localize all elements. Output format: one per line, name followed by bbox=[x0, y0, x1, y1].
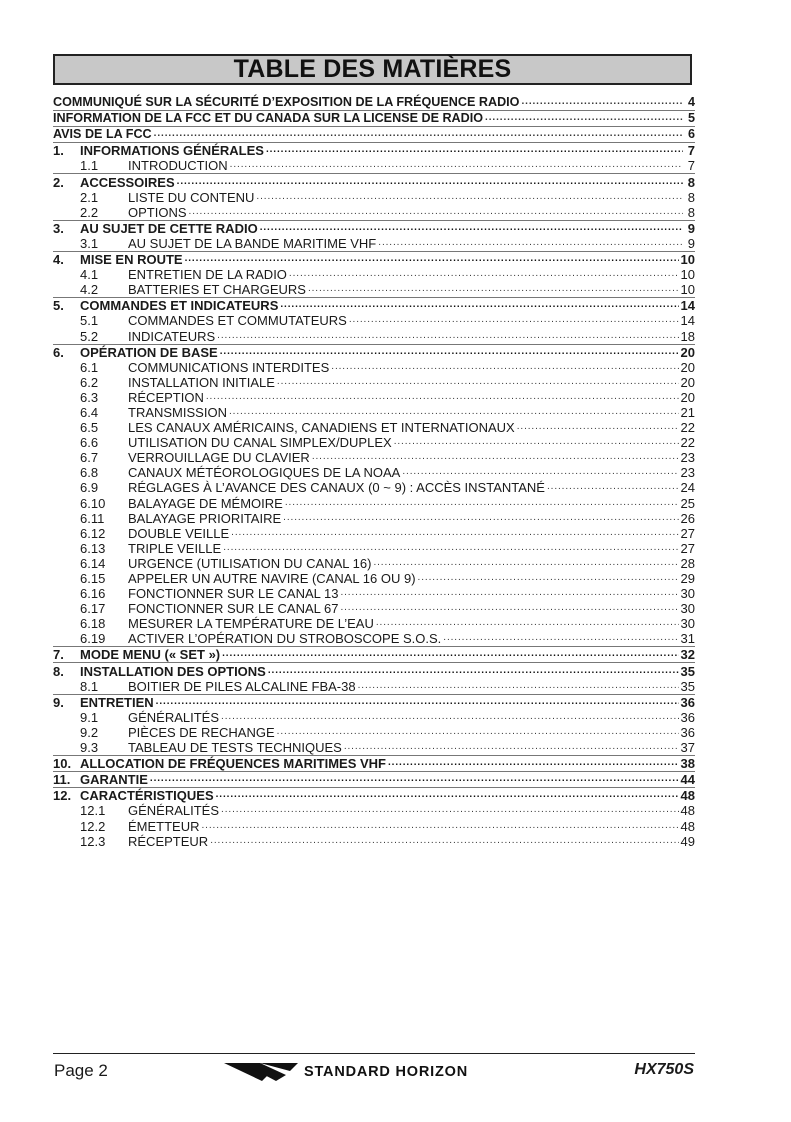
toc-entry-page: 7 bbox=[687, 143, 695, 159]
toc-entry-number: 3. bbox=[53, 220, 64, 236]
toc-leader-dots bbox=[443, 631, 678, 646]
toc-entry-label: DOUBLE VEILLE bbox=[128, 525, 230, 541]
toc-entry-label: TRANSMISSION bbox=[128, 404, 227, 420]
toc-entry[interactable] bbox=[53, 556, 695, 571]
toc-entry-page: 30 bbox=[680, 586, 695, 602]
toc-entry[interactable] bbox=[53, 390, 695, 405]
toc-entry-number: 7. bbox=[53, 647, 64, 663]
toc-entry[interactable] bbox=[53, 267, 695, 282]
toc-entry[interactable] bbox=[53, 190, 695, 205]
toc-entry[interactable] bbox=[53, 465, 695, 480]
toc-entry-number: 1.1 bbox=[80, 158, 99, 174]
toc-entry-page: 38 bbox=[680, 756, 695, 772]
toc-entry-page: 8 bbox=[687, 204, 695, 220]
toc-entry-page: 25 bbox=[680, 495, 695, 511]
toc-entry[interactable] bbox=[53, 495, 695, 510]
toc-entry-number: 6. bbox=[53, 344, 64, 360]
toc-entry-page: 10 bbox=[680, 267, 695, 283]
toc-entry-page: 22 bbox=[680, 435, 695, 451]
toc-leader-dots bbox=[277, 725, 679, 740]
toc-entry-number: 6.10 bbox=[80, 495, 106, 511]
toc-entry[interactable] bbox=[53, 616, 695, 631]
toc-entry-number: 6.5 bbox=[80, 420, 99, 436]
toc-leader-dots bbox=[185, 252, 679, 267]
toc-entry-label: FONCTIONNER SUR LE CANAL 67 bbox=[128, 601, 339, 617]
toc-entry-page: 8 bbox=[687, 174, 695, 190]
toc-entry-label: MODE MENU (« SET ») bbox=[80, 647, 221, 663]
toc-leader-dots bbox=[517, 420, 679, 435]
toc-entry[interactable] bbox=[53, 740, 695, 755]
toc-leader-dots bbox=[277, 375, 679, 390]
toc-entry-label: INFORMATIONS GÉNÉRALES bbox=[80, 143, 264, 159]
toc-leader-dots bbox=[376, 616, 679, 631]
toc-entry-label: AU SUJET DE CETTE RADIO bbox=[80, 220, 258, 236]
toc-entry-number: 4.2 bbox=[80, 282, 99, 298]
toc-entry-page: 27 bbox=[680, 525, 695, 541]
toc-entry[interactable] bbox=[53, 313, 695, 328]
toc-entry-page: 14 bbox=[680, 313, 695, 329]
toc-entry-page: 30 bbox=[680, 601, 695, 617]
toc-entry[interactable] bbox=[53, 450, 695, 465]
toc-leader-dots bbox=[283, 511, 678, 526]
toc-entry[interactable] bbox=[53, 205, 695, 220]
toc-leader-dots bbox=[216, 788, 679, 803]
toc-entry-number: 12. bbox=[53, 788, 72, 804]
toc-entry-label: ENTRETIEN bbox=[80, 694, 154, 710]
toc-entry[interactable] bbox=[53, 631, 695, 646]
toc-entry[interactable] bbox=[53, 221, 695, 236]
toc-entry-number: 2.2 bbox=[80, 204, 99, 220]
toc-entry-number: 6.6 bbox=[80, 435, 99, 451]
toc-leader-dots bbox=[154, 127, 683, 142]
toc-entry[interactable] bbox=[53, 375, 695, 390]
toc-entry-page: 24 bbox=[680, 480, 695, 496]
toc-entry-page: 20 bbox=[680, 359, 695, 375]
toc-entry-label: COMMUNIQUÉ SUR LA SÉCURITÉ D’EXPOSITION DE LA FRÉQUENCE RADIO bbox=[53, 95, 520, 110]
brand-logo bbox=[224, 1061, 468, 1083]
toc-entry-number: 9.1 bbox=[80, 709, 99, 725]
toc-entry-page: 36 bbox=[680, 694, 695, 710]
toc-entry[interactable] bbox=[53, 236, 695, 251]
toc-entry-number: 6.7 bbox=[80, 450, 99, 466]
toc-entry-label: ÉMETTEUR bbox=[128, 818, 200, 834]
toc-leader-dots bbox=[206, 390, 679, 405]
toc-entry[interactable] bbox=[53, 405, 695, 420]
toc-entry-number: 6.11 bbox=[80, 510, 105, 526]
toc-entry-number: 6.14 bbox=[80, 555, 106, 571]
toc-entry-label: AVIS DE LA FCC bbox=[53, 127, 152, 142]
toc-entry[interactable] bbox=[53, 360, 695, 375]
toc-entry-page: 18 bbox=[680, 328, 695, 344]
toc-leader-dots bbox=[521, 95, 683, 110]
toc-leader-dots bbox=[156, 695, 679, 710]
toc-leader-dots bbox=[202, 819, 679, 834]
toc-entry[interactable] bbox=[53, 345, 695, 360]
toc-entry-label: FONCTIONNER SUR LE CANAL 13 bbox=[128, 586, 339, 602]
toc-entry-number: 6.17 bbox=[80, 601, 106, 617]
toc-entry[interactable] bbox=[53, 158, 695, 173]
toc-entry-page: 35 bbox=[680, 678, 695, 694]
toc-entry-page: 29 bbox=[680, 571, 695, 586]
toc-entry[interactable] bbox=[53, 252, 695, 267]
toc-entry-label: MESURER LA TEMPÉRATURE DE L’EAU bbox=[128, 616, 374, 632]
toc-entry-number: 6.15 bbox=[80, 571, 106, 586]
toc-entry[interactable] bbox=[53, 435, 695, 450]
toc-leader-dots bbox=[222, 647, 678, 662]
toc-entry-label: TRIPLE VEILLE bbox=[128, 540, 222, 556]
toc-leader-dots bbox=[547, 480, 679, 495]
toc-entry-page: 23 bbox=[680, 450, 695, 466]
toc-entry-label: LES CANAUX AMÉRICAINS, CANADIENS ET INTERNATIONAUX bbox=[128, 420, 515, 436]
toc-entry-label: OPÉRATION DE BASE bbox=[80, 344, 218, 360]
table-of-contents bbox=[53, 95, 695, 849]
toc-leader-dots bbox=[256, 190, 683, 205]
toc-leader-dots bbox=[331, 360, 678, 375]
toc-entry[interactable] bbox=[53, 756, 695, 771]
toc-entry-label: GÉNÉRALITÉS bbox=[128, 709, 220, 725]
toc-entry-label: UTILISATION DU CANAL SIMPLEX/DUPLEX bbox=[128, 435, 392, 451]
toc-entry[interactable] bbox=[53, 526, 695, 541]
toc-entry-page: 9 bbox=[687, 220, 695, 236]
toc-entry-number: 6.19 bbox=[80, 631, 106, 647]
toc-entry-number: 2.1 bbox=[80, 189, 99, 205]
toc-entry-page: 7 bbox=[687, 158, 695, 174]
toc-entry-label: INSTALLATION INITIALE bbox=[128, 374, 275, 390]
toc-entry-page: 36 bbox=[680, 709, 695, 725]
toc-leader-dots bbox=[373, 556, 678, 571]
toc-leader-dots bbox=[285, 496, 679, 511]
brand-name: STANDARD HORIZON bbox=[304, 1064, 468, 1080]
toc-leader-dots bbox=[221, 803, 679, 818]
toc-entry-page: 48 bbox=[680, 818, 695, 834]
toc-entry[interactable] bbox=[53, 328, 695, 343]
toc-entry-label: VERROUILLAGE DU CLAVIER bbox=[128, 450, 310, 466]
model-name: HX750S bbox=[634, 1061, 694, 1078]
toc-entry[interactable] bbox=[53, 818, 695, 833]
toc-leader-dots bbox=[358, 679, 679, 694]
toc-leader-dots bbox=[230, 158, 683, 173]
toc-entry-number: 9.3 bbox=[80, 740, 99, 756]
toc-leader-dots bbox=[340, 586, 678, 601]
toc-entry-label: CARACTÉRISTIQUES bbox=[80, 788, 214, 804]
toc-entry-page: 14 bbox=[680, 298, 695, 314]
toc-entry-number: 11. bbox=[53, 772, 71, 788]
toc-entry[interactable] bbox=[53, 111, 695, 126]
toc-entry[interactable] bbox=[53, 679, 695, 694]
toc-entry-label: MISE EN ROUTE bbox=[80, 252, 183, 268]
toc-entry-number: 6.4 bbox=[80, 404, 99, 420]
toc-entry-page: 30 bbox=[680, 616, 695, 632]
toc-entry-page: 5 bbox=[687, 111, 695, 126]
toc-entry-page: 26 bbox=[680, 510, 695, 526]
toc-leader-dots bbox=[221, 710, 679, 725]
toc-entry-page: 37 bbox=[680, 740, 695, 756]
toc-leader-dots bbox=[344, 740, 679, 755]
toc-entry-page: 49 bbox=[680, 833, 695, 849]
toc-entry-page: 36 bbox=[680, 724, 695, 740]
toc-entry-number: 5. bbox=[53, 298, 64, 314]
toc-entry-label: ACCESSOIRES bbox=[80, 174, 175, 190]
toc-entry[interactable] bbox=[53, 571, 695, 586]
toc-entry-label: INFORMATION DE LA FCC ET DU CANADA SUR LA LICENSE DE RADIO bbox=[53, 111, 484, 126]
toc-entry-label: COMMANDES ET INDICATEURS bbox=[80, 298, 279, 314]
toc-leader-dots bbox=[312, 450, 679, 465]
toc-leader-dots bbox=[349, 313, 679, 328]
toc-entry-label: URGENCE (UTILISATION DU CANAL 16) bbox=[128, 555, 372, 571]
toc-entry[interactable] bbox=[53, 788, 695, 803]
toc-entry-label: RÉCEPTEUR bbox=[128, 833, 209, 849]
footer-divider bbox=[53, 1053, 695, 1054]
toc-entry-number: 8. bbox=[53, 663, 64, 679]
toc-entry-label: COMMANDES ET COMMUTATEURS bbox=[128, 313, 347, 329]
toc-entry[interactable] bbox=[53, 601, 695, 616]
toc-entry-page: 10 bbox=[680, 282, 695, 298]
toc-entry-number: 4. bbox=[53, 252, 64, 268]
toc-entry-label: BALAYAGE PRIORITAIRE bbox=[128, 510, 282, 526]
toc-entry-page: 35 bbox=[680, 663, 695, 679]
toc-entry-label: RÉCEPTION bbox=[128, 389, 204, 405]
toc-entry-number: 6.3 bbox=[80, 389, 99, 405]
toc-leader-dots bbox=[394, 435, 679, 450]
toc-entry[interactable] bbox=[53, 143, 695, 158]
toc-entry[interactable] bbox=[53, 298, 695, 313]
toc-entry-number: 6.13 bbox=[80, 540, 106, 556]
toc-entry[interactable] bbox=[53, 586, 695, 601]
toc-entry-label: LISTE DU CONTENU bbox=[128, 189, 255, 205]
toc-leader-dots bbox=[217, 329, 678, 344]
toc-entry-label: GÉNÉRALITÉS bbox=[128, 803, 220, 819]
toc-entry-label: ENTRETIEN DE LA RADIO bbox=[128, 267, 287, 283]
toc-entry-label: CANAUX MÉTÉOROLOGIQUES DE LA NOAA bbox=[128, 465, 401, 481]
toc-entry-number: 4.1 bbox=[80, 267, 99, 283]
toc-entry-number: 10. bbox=[53, 756, 72, 772]
toc-entry-label: GARANTIE bbox=[80, 772, 148, 788]
toc-entry-page: 20 bbox=[680, 389, 695, 405]
toc-entry-page: 27 bbox=[680, 540, 695, 556]
toc-entry-number: 9. bbox=[53, 694, 64, 710]
toc-entry-label: BALAYAGE DE MÉMOIRE bbox=[128, 495, 283, 511]
toc-entry-page: 9 bbox=[687, 235, 695, 251]
toc-entry[interactable] bbox=[53, 174, 695, 189]
toc-leader-dots bbox=[229, 405, 679, 420]
toc-entry-label: APPELER UN AUTRE NAVIRE (CANAL 16 OU 9) bbox=[128, 571, 416, 586]
toc-entry-label: RÉGLAGES À L’AVANCE DES CANAUX (0 ~ 9) : ACCÈS INSTANTANÉ bbox=[128, 480, 545, 496]
toc-leader-dots bbox=[340, 601, 678, 616]
toc-leader-dots bbox=[177, 175, 683, 190]
toc-entry-number: 6.16 bbox=[80, 586, 106, 602]
toc-entry-page: 48 bbox=[680, 788, 695, 804]
toc-entry[interactable] bbox=[53, 511, 695, 526]
toc-entry-page: 31 bbox=[680, 631, 695, 647]
toc-entry-label: BATTERIES ET CHARGEURS bbox=[128, 282, 306, 298]
toc-entry-number: 6.1 bbox=[80, 359, 99, 375]
toc-entry-page: 20 bbox=[680, 374, 695, 390]
toc-entry-number: 5.2 bbox=[80, 328, 99, 344]
toc-leader-dots bbox=[388, 756, 679, 771]
toc-entry-page: 6 bbox=[687, 127, 695, 142]
toc-leader-dots bbox=[280, 298, 678, 313]
toc-entry-number: 6.18 bbox=[80, 616, 106, 632]
toc-entry-page: 23 bbox=[680, 465, 695, 481]
toc-entry-number: 2. bbox=[53, 174, 64, 190]
toc-entry[interactable] bbox=[53, 710, 695, 725]
toc-leader-dots bbox=[378, 236, 683, 251]
toc-leader-dots bbox=[402, 465, 678, 480]
toc-entry[interactable] bbox=[53, 772, 695, 787]
toc-entry-page: 10 bbox=[680, 252, 695, 268]
toc-entry[interactable] bbox=[53, 695, 695, 710]
toc-entry-number: 8.1 bbox=[80, 678, 99, 694]
toc-leader-dots bbox=[308, 282, 679, 297]
toc-entry-page: 32 bbox=[680, 647, 695, 663]
toc-entry-label: BOITIER DE PILES ALCALINE FBA-38 bbox=[128, 678, 356, 694]
toc-entry[interactable] bbox=[53, 834, 695, 849]
toc-entry-label: ACTIVER L’OPÉRATION DU STROBOSCOPE S.O.S. bbox=[128, 631, 442, 647]
toc-entry[interactable] bbox=[53, 541, 695, 556]
toc-entry-number: 6.8 bbox=[80, 465, 99, 481]
toc-entry-number: 6.2 bbox=[80, 374, 99, 390]
toc-leader-dots bbox=[223, 541, 678, 556]
toc-entry-label: AU SUJET DE LA BANDE MARITIME VHF bbox=[128, 235, 377, 251]
toc-leader-dots bbox=[289, 267, 679, 282]
toc-leader-dots bbox=[150, 772, 679, 787]
brand-logo-icon bbox=[224, 1061, 298, 1083]
toc-entry-number: 12.1 bbox=[80, 803, 106, 819]
toc-entry-label: INTRODUCTION bbox=[128, 158, 228, 174]
toc-entry-page: 48 bbox=[680, 803, 695, 819]
toc-entry-number: 1. bbox=[53, 143, 64, 159]
toc-entry-number: 6.9 bbox=[80, 480, 99, 496]
toc-entry-page: 4 bbox=[687, 95, 695, 110]
toc-leader-dots bbox=[485, 111, 683, 126]
toc-entry-number: 12.2 bbox=[80, 818, 106, 834]
toc-entry-label: OPTIONS bbox=[128, 204, 187, 220]
toc-entry-page: 44 bbox=[680, 772, 695, 788]
toc-leader-dots bbox=[231, 526, 678, 541]
toc-entry-number: 12.3 bbox=[80, 833, 106, 849]
toc-entry-number: 3.1 bbox=[80, 235, 99, 251]
toc-leader-dots bbox=[210, 834, 678, 849]
toc-entry[interactable] bbox=[53, 420, 695, 435]
toc-entry-page: 8 bbox=[687, 189, 695, 205]
toc-entry-number: 6.12 bbox=[80, 525, 106, 541]
toc-leader-dots bbox=[268, 664, 679, 679]
toc-entry[interactable] bbox=[53, 803, 695, 818]
toc-entry[interactable] bbox=[53, 282, 695, 297]
footer-page-number: Page 2 bbox=[54, 1061, 108, 1080]
toc-leader-dots bbox=[266, 143, 683, 158]
toc-entry-label: COMMUNICATIONS INTERDITES bbox=[128, 359, 330, 375]
toc-entry-label: TABLEAU DE TESTS TECHNIQUES bbox=[128, 740, 342, 756]
toc-entry-page: 22 bbox=[680, 420, 695, 436]
toc-leader-dots bbox=[260, 221, 683, 236]
toc-entry-label: ALLOCATION DE FRÉQUENCES MARITIMES VHF bbox=[80, 756, 386, 772]
toc-leader-dots bbox=[220, 345, 679, 360]
toc-entry[interactable] bbox=[53, 95, 695, 110]
toc-entry[interactable] bbox=[53, 127, 695, 142]
toc-entry-page: 28 bbox=[680, 555, 695, 571]
toc-entry[interactable] bbox=[53, 725, 695, 740]
toc-entry[interactable] bbox=[53, 480, 695, 495]
toc-entry-label: INSTALLATION DES OPTIONS bbox=[80, 663, 266, 679]
toc-entry-number: 9.2 bbox=[80, 724, 99, 740]
toc-entry-page: 21 bbox=[680, 404, 695, 420]
toc-entry[interactable] bbox=[53, 647, 695, 662]
toc-leader-dots bbox=[418, 571, 679, 586]
toc-entry-number: 5.1 bbox=[80, 313, 99, 329]
toc-entry[interactable] bbox=[53, 663, 695, 678]
toc-leader-dots bbox=[189, 205, 683, 220]
page-title: TABLE DES MATIÈRES bbox=[233, 55, 512, 83]
toc-entry-label: INDICATEURS bbox=[128, 328, 216, 344]
page-title-box bbox=[53, 54, 692, 85]
toc-entry-label: PIÈCES DE RECHANGE bbox=[128, 724, 275, 740]
toc-entry-page: 20 bbox=[680, 344, 695, 360]
